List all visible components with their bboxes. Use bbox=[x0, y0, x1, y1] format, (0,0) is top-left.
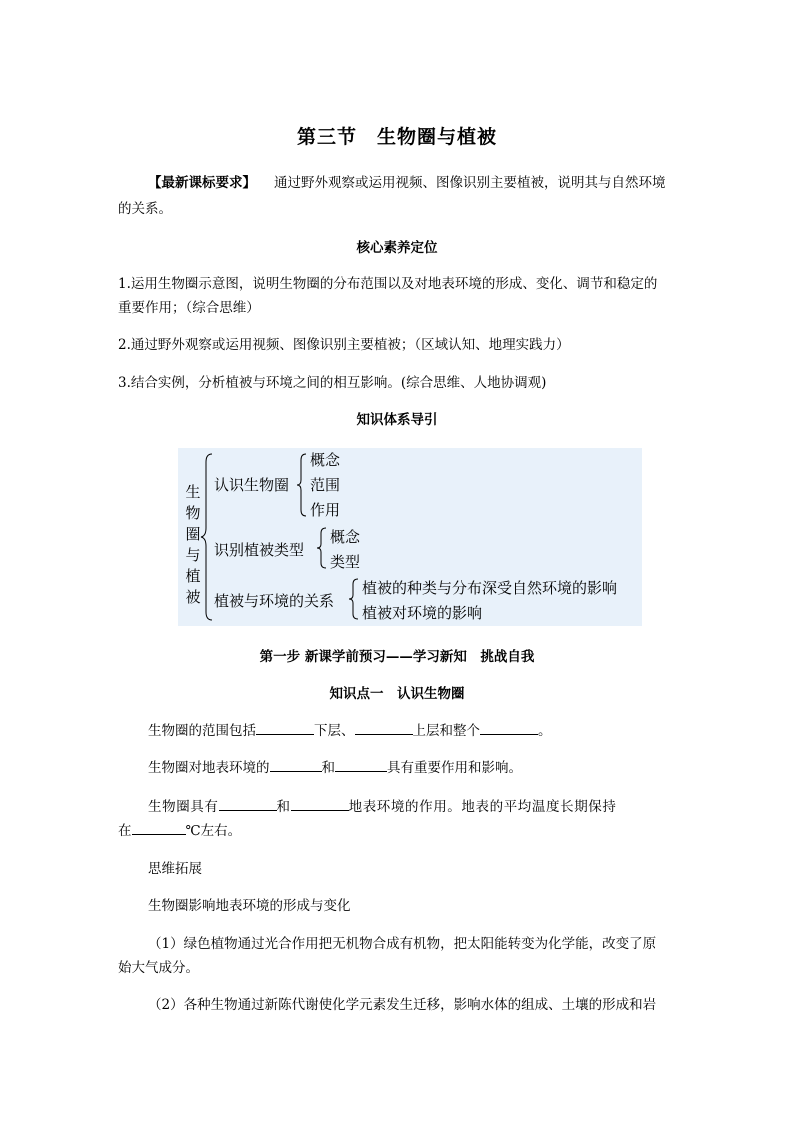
branch-1-item-1: 概念 bbox=[310, 451, 341, 469]
core-heading: 核心素养定位 bbox=[356, 240, 438, 256]
diagram-root: 生 物 圈 与 植 被 bbox=[185, 483, 201, 606]
core-item-2: 2.通过野外观察或运用视频、图像识别主要植被；（区域认知、地理实践力） bbox=[118, 337, 570, 353]
blank-1[interactable] bbox=[256, 720, 314, 735]
branch-2-item-2: 类型 bbox=[330, 553, 361, 571]
extend-item-1-line-2: 始大气成分。 bbox=[118, 960, 199, 976]
fill-line-3: 生物圈具有 和 地表环境的作用。地表的平均温度长期保持 bbox=[148, 796, 617, 818]
extend-item-1-line-1: （1）绿色植物通过光合作用把无机物合成有机物，把太阳能转变为化学能，改变了原 bbox=[148, 936, 657, 952]
core-item-1-line-2: 重要作用；（综合思维） bbox=[118, 300, 260, 316]
blank-6[interactable] bbox=[219, 796, 277, 811]
branch-1-item-3: 作用 bbox=[310, 501, 341, 519]
branch-3-item-2: 植被对环境的影响 bbox=[362, 604, 483, 622]
blank-7[interactable] bbox=[291, 796, 349, 811]
fill-line-4: 在 ℃左右。 bbox=[118, 820, 241, 842]
requirement-text: 通过野外观察或运用视频、图像识别主要植被，说明其与自然环境 bbox=[274, 175, 666, 191]
blank-4[interactable] bbox=[270, 757, 322, 772]
page-title: 第三节 生物圈与植被 bbox=[296, 126, 497, 148]
knowledge-point-1: 知识点一 认识生物圈 bbox=[329, 686, 465, 702]
branch-3-brace-icon bbox=[348, 577, 360, 621]
branch-1: 认识生物圈 bbox=[214, 476, 290, 494]
extend-subheading: 生物圈影响地表环境的形成与变化 bbox=[148, 898, 351, 914]
branch-2-item-1: 概念 bbox=[330, 528, 361, 546]
blank-2[interactable] bbox=[355, 720, 413, 735]
fill-line-2: 生物圈对地表环境的 和 具有重要作用和影响。 bbox=[148, 757, 522, 779]
knowledge-system-diagram bbox=[178, 448, 642, 626]
system-heading: 知识体系导引 bbox=[356, 412, 438, 428]
branch-1-item-2: 范围 bbox=[310, 476, 341, 494]
branch-2-brace-icon bbox=[316, 526, 328, 570]
blank-3[interactable] bbox=[480, 720, 538, 735]
branch-3-item-1: 植被的种类与分布深受自然环境的影响 bbox=[362, 579, 618, 597]
branch-1-brace-icon bbox=[296, 452, 308, 518]
core-item-3: 3.结合实例，分析植被与环境之间的相互影响。(综合思维、人地协调观) bbox=[118, 375, 547, 391]
requirement-line-2: 的关系。 bbox=[118, 201, 172, 217]
blank-5[interactable] bbox=[335, 757, 387, 772]
requirement-line-1 bbox=[148, 172, 666, 194]
extend-item-2-line-1: （2）各种生物通过新陈代谢使化学元素发生迁移，影响水体的组成、土壤的形成和岩 bbox=[148, 997, 657, 1013]
core-item-1-line-1: 1.运用生物圈示意图，说明生物圈的分布范围以及对地表环境的形成、变化、调节和稳定的 bbox=[118, 276, 658, 292]
requirement-label: 【最新课标要求】 bbox=[148, 175, 256, 191]
fill-line-1: 生物圈的范围包括 下层、 上层和整个 。 bbox=[148, 720, 552, 742]
main-brace-icon bbox=[200, 452, 214, 622]
step-heading: 第一步 新课学前预习——学习新知 挑战自我 bbox=[259, 649, 535, 665]
blank-8[interactable] bbox=[132, 820, 186, 835]
branch-3: 植被与环境的关系 bbox=[214, 592, 335, 610]
extend-heading: 思维拓展 bbox=[148, 861, 202, 877]
branch-2: 识别植被类型 bbox=[214, 541, 305, 559]
